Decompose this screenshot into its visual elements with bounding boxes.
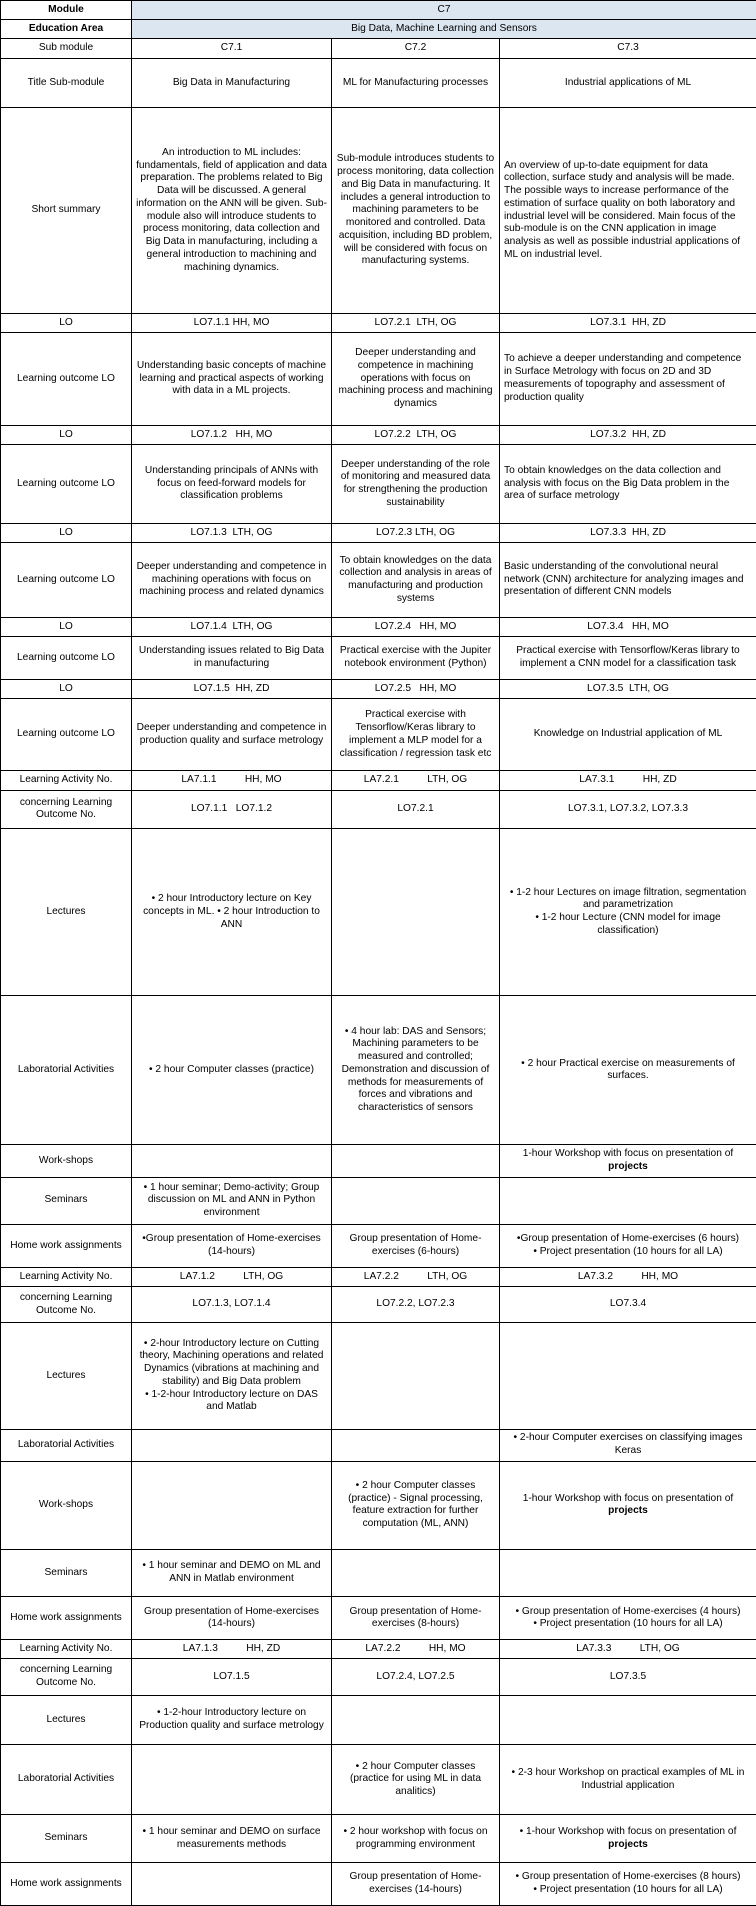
workshops-row	[1, 1145, 756, 1177]
homework-row	[1, 1225, 756, 1268]
seminars-row	[1, 1549, 756, 1596]
activity-code: LA7.1.2 LTH, OG	[132, 1268, 332, 1287]
seminars-cell	[332, 1177, 500, 1224]
seminars-cell: • 2 hour workshop with focus on programming environment	[332, 1815, 500, 1862]
activity-no-label: Learning Activity No.	[1, 1640, 132, 1659]
lab-cell	[132, 1429, 332, 1461]
homework-cell: Group presentation of Home-exercises (14-hours)	[332, 1862, 500, 1905]
lo-code: LO7.3.1 HH, ZD	[500, 313, 756, 332]
lo-text: To achieve a deeper understanding and competence in Surface Metrology with focus on 2D and 3D measurements of topography and assessment of production quality	[500, 333, 756, 426]
lo-code: LO7.3.2 HH, ZD	[500, 425, 756, 444]
seminars-cell	[500, 1177, 756, 1224]
workshops-bold: projects	[608, 1505, 648, 1517]
activity-code: LA7.2.2 HH, MO	[332, 1640, 500, 1659]
activity-code: LA7.3.1 HH, ZD	[500, 771, 756, 790]
lectures-row	[1, 829, 756, 996]
submodule-row	[1, 39, 756, 58]
submodule-title: Industrial applications of ML	[500, 58, 756, 108]
lo-text-row	[1, 543, 756, 618]
lo-code: LO7.3.4 HH, MO	[500, 617, 756, 636]
seminars-cell	[332, 1549, 500, 1596]
module-label: Module	[1, 1, 132, 20]
summary-text: An overview of up-to-date equipment for data collection, surface study and analysis will be made. The possible ways to increase performance of the estimation of surface quality on both laboratory and industrial level will be considered. Main focus of the sub-module is on the CNN application in image analysis as well as possible industrial applications of ML on industrial level.	[500, 108, 756, 314]
lo-code-row	[1, 313, 756, 332]
lab-cell: • 2 hour Practical exercise on measurements of surfaces.	[500, 996, 756, 1145]
workshops-text: 1-hour Workshop with focus on presentation of	[522, 1492, 734, 1504]
activity-code: LA7.3.3 LTH, OG	[500, 1640, 756, 1659]
activity-code: LA7.1.3 HH, ZD	[132, 1640, 332, 1659]
lo-text: Understanding basic concepts of machine learning and practical aspects of working with data in a ML projects.	[132, 333, 332, 426]
concerning-value: LO7.1.5	[132, 1659, 332, 1695]
lo-code: LO7.1.5 HH, ZD	[132, 679, 332, 698]
lo-label: LO	[1, 679, 132, 698]
submodule-code: C7.1	[132, 39, 332, 58]
concerning-value: LO7.1.1 LO7.1.2	[132, 790, 332, 828]
workshops-cell: • 2 hour Computer classes (practice) - Signal processing, feature extraction for further computation (ML, ANN)	[332, 1461, 500, 1549]
lab-row	[1, 1745, 756, 1815]
lo-text: To obtain knowledges on the data collection and analysis in areas of manufacturing and production systems	[332, 543, 500, 618]
concerning-label: concerning Learning Outcome No.	[1, 1659, 132, 1695]
lo-text: Knowledge on Industrial application of ML	[500, 699, 756, 771]
workshops-bold: projects	[608, 1161, 648, 1173]
lo-text: Understanding issues related to Big Data in manufacturing	[132, 637, 332, 680]
concerning-label: concerning Learning Outcome No.	[1, 790, 132, 828]
module-value: C7	[132, 1, 756, 20]
activity-code: LA7.1.1 HH, MO	[132, 771, 332, 790]
seminars-cell: • 1 hour seminar; Demo-activity; Group discussion on ML and ANN in Python environment	[132, 1177, 332, 1224]
seminars-cell	[500, 1815, 756, 1862]
seminars-cell: • 1 hour seminar and DEMO on ML and ANN in Matlab environment	[132, 1549, 332, 1596]
concerning-row	[1, 1659, 756, 1695]
activity-code: LA7.3.2 HH, MO	[500, 1268, 756, 1287]
lectures-cell	[332, 829, 500, 996]
workshops-cell	[500, 1145, 756, 1177]
concerning-value: LO7.3.4	[500, 1287, 756, 1323]
lo-code-row	[1, 679, 756, 698]
lo-code-row	[1, 524, 756, 543]
lo-code: LO7.1.3 LTH, OG	[132, 524, 332, 543]
concerning-row	[1, 1287, 756, 1323]
seminars-cell	[500, 1549, 756, 1596]
activity-code: LA7.2.2 LTH, OG	[332, 1268, 500, 1287]
lab-label: Laboratorial Activities	[1, 1745, 132, 1815]
concerning-label: concerning Learning Outcome No.	[1, 1287, 132, 1323]
seminars-label: Seminars	[1, 1815, 132, 1862]
homework-label: Home work assignments	[1, 1597, 132, 1640]
lo-label: LO	[1, 425, 132, 444]
outcome-label: Learning outcome LO	[1, 637, 132, 680]
lectures-cell: • 2-hour Introductory lecture on Cutting theory, Machining operations and related Dynamics (vibrations at machining and stability) and Big Data problem • 1-2-hour Introductory lecture on DAS and Matlab	[132, 1323, 332, 1429]
lab-label: Laboratorial Activities	[1, 996, 132, 1145]
lo-text: Practical exercise with Tensorflow/Keras library to implement a MLP model for a classification / regression task etc	[332, 699, 500, 771]
lo-text: Deeper understanding and competence in production quality and surface metrology	[132, 699, 332, 771]
summary-row	[1, 108, 756, 314]
lo-label: LO	[1, 617, 132, 636]
area-row	[1, 20, 756, 39]
activity-code: LA7.2.1 LTH, OG	[332, 771, 500, 790]
activity-no-label: Learning Activity No.	[1, 1268, 132, 1287]
homework-row	[1, 1862, 756, 1905]
lectures-label: Lectures	[1, 829, 132, 996]
lectures-cell	[500, 1695, 756, 1745]
workshops-label: Work-shops	[1, 1461, 132, 1549]
lo-text: Deeper understanding and competence in machining operations with focus on machining process and related dynamics	[132, 543, 332, 618]
lo-code: LO7.3.3 HH, ZD	[500, 524, 756, 543]
concerning-value: LO7.2.4, LO7.2.5	[332, 1659, 500, 1695]
lab-cell: • 2 hour Computer classes (practice for using ML in data analitics)	[332, 1745, 500, 1815]
title-label: Title Sub-module	[1, 58, 132, 108]
lo-text: Practical exercise with Tensorflow/Keras library to implement a CNN model for a classification task	[500, 637, 756, 680]
submodule-title: Big Data in Manufacturing	[132, 58, 332, 108]
lectures-cell: • 1-2 hour Lectures on image filtration, segmentation and parametrization • 1-2 hour Lecture (CNN model for image classification)	[500, 829, 756, 996]
homework-label: Home work assignments	[1, 1225, 132, 1268]
lo-code-row	[1, 425, 756, 444]
lab-row	[1, 1429, 756, 1461]
lo-code: LO7.2.4 HH, MO	[332, 617, 500, 636]
lo-label: LO	[1, 524, 132, 543]
lectures-row	[1, 1323, 756, 1429]
homework-row	[1, 1597, 756, 1640]
outcome-label: Learning outcome LO	[1, 543, 132, 618]
summary-text: An introduction to ML includes: fundamentals, field of application and data preparation. The problems related to Big Data will be discussed. A general information on the ANN will be given. Sub-module also will introduce students to process monitoring, data collection and Big Data in manufacturing, including a general introduction to machining and machining dynamics.	[132, 108, 332, 314]
workshops-cell	[132, 1145, 332, 1177]
activity-number-row	[1, 771, 756, 790]
workshops-row	[1, 1461, 756, 1549]
lectures-cell	[500, 1323, 756, 1429]
workshops-cell	[132, 1461, 332, 1549]
workshops-label: Work-shops	[1, 1145, 132, 1177]
lo-code: LO7.2.5 HH, MO	[332, 679, 500, 698]
lo-text: To obtain knowledges on the data collection and analysis with focus on the Big Data problem in the area of surface metrology	[500, 444, 756, 523]
lo-code: LO7.2.1 LTH, OG	[332, 313, 500, 332]
lo-code-row	[1, 617, 756, 636]
seminars-label: Seminars	[1, 1549, 132, 1596]
submodule-code: C7.2	[332, 39, 500, 58]
workshops-cell	[332, 1145, 500, 1177]
lo-text: Basic understanding of the convolutional neural network (CNN) architecture for analyzing images and presentation of different CNN models	[500, 543, 756, 618]
lab-cell: • 2-hour Computer exercises on classifying images Keras	[500, 1429, 756, 1461]
lo-text: Deeper understanding of the role of monitoring and measured data for strengthening the production sustainability	[332, 444, 500, 523]
seminars-label: Seminars	[1, 1177, 132, 1224]
lo-code: LO7.1.4 LTH, OG	[132, 617, 332, 636]
concerning-value: LO7.1.3, LO7.1.4	[132, 1287, 332, 1323]
lo-text-row	[1, 333, 756, 426]
seminars-bold: projects	[608, 1838, 648, 1850]
summary-text: Sub-module introduces students to process monitoring, data collection and Big Data in manufacturing. It includes a general introduction to machining parameters to be monitored and controlled. Data acquisition, including BD problem, will be considered with focus on manufacturing systems.	[332, 108, 500, 314]
activity-no-label: Learning Activity No.	[1, 771, 132, 790]
homework-cell: Group presentation of Home-exercises (6-hours)	[332, 1225, 500, 1268]
homework-cell: •Group presentation of Home-exercises (6 hours) • Project presentation (10 hours for all LA)	[500, 1225, 756, 1268]
concerning-value: LO7.2.1	[332, 790, 500, 828]
lo-code: LO7.1.1 HH, MO	[132, 313, 332, 332]
seminars-row	[1, 1177, 756, 1224]
lectures-cell	[332, 1323, 500, 1429]
lectures-label: Lectures	[1, 1323, 132, 1429]
lo-text-row	[1, 637, 756, 680]
lab-cell: • 4 hour lab: DAS and Sensors; Machining parameters to be measured and controlled; Demonstration and discussion of methods for measurements of forces and vibrations and characteristics of sensors	[332, 996, 500, 1145]
seminars-cell: • 1 hour seminar and DEMO on surface measurements methods	[132, 1815, 332, 1862]
lectures-cell	[332, 1695, 500, 1745]
homework-cell	[132, 1862, 332, 1905]
homework-label: Home work assignments	[1, 1862, 132, 1905]
lo-text: Practical exercise with the Jupiter notebook environment (Python)	[332, 637, 500, 680]
outcome-label: Learning outcome LO	[1, 444, 132, 523]
workshops-text: 1-hour Workshop with focus on presentation of	[522, 1148, 734, 1160]
outcome-label: Learning outcome LO	[1, 333, 132, 426]
title-row	[1, 58, 756, 108]
lab-cell	[332, 1429, 500, 1461]
lectures-label: Lectures	[1, 1695, 132, 1745]
lectures-cell: • 1-2-hour Introductory lecture on Production quality and surface metrology	[132, 1695, 332, 1745]
concerning-value: LO7.3.1, LO7.3.2, LO7.3.3	[500, 790, 756, 828]
lectures-row	[1, 1695, 756, 1745]
workshops-cell	[500, 1461, 756, 1549]
module-row	[1, 1, 756, 20]
lo-text: Understanding principals of ANNs with focus on feed-forward models for classification problems	[132, 444, 332, 523]
concerning-row	[1, 790, 756, 828]
homework-cell: •Group presentation of Home-exercises (14-hours)	[132, 1225, 332, 1268]
concerning-value: LO7.2.2, LO7.2.3	[332, 1287, 500, 1323]
lo-label: LO	[1, 313, 132, 332]
concerning-value: LO7.3.5	[500, 1659, 756, 1695]
lo-code: LO7.2.3 LTH, OG	[332, 524, 500, 543]
area-value: Big Data, Machine Learning and Sensors	[132, 20, 756, 39]
submodule-title: ML for Manufacturing processes	[332, 58, 500, 108]
lo-text-row	[1, 444, 756, 523]
activity-number-row	[1, 1268, 756, 1287]
activity-number-row	[1, 1640, 756, 1659]
lab-cell	[132, 1745, 332, 1815]
homework-cell: • Group presentation of Home-exercises (8 hours) • Project presentation (10 hours for all LA)	[500, 1862, 756, 1905]
homework-cell: Group presentation of Home-exercises (8-hours)	[332, 1597, 500, 1640]
lab-row	[1, 996, 756, 1145]
lo-code: LO7.2.2 LTH, OG	[332, 425, 500, 444]
homework-cell: • Group presentation of Home-exercises (4 hours) • Project presentation (10 hours for all LA)	[500, 1597, 756, 1640]
area-label: Education Area	[1, 20, 132, 39]
lo-code: LO7.3.5 LTH, OG	[500, 679, 756, 698]
homework-cell: Group presentation of Home-exercises (14-hours)	[132, 1597, 332, 1640]
lo-text-row	[1, 699, 756, 771]
submodule-code: C7.3	[500, 39, 756, 58]
lab-cell: • 2-3 hour Workshop on practical examples of ML in Industrial application	[500, 1745, 756, 1815]
lo-code: LO7.1.2 HH, MO	[132, 425, 332, 444]
outcome-label: Learning outcome LO	[1, 699, 132, 771]
lab-label: Laboratorial Activities	[1, 1429, 132, 1461]
seminars-row	[1, 1815, 756, 1862]
summary-label: Short summary	[1, 108, 132, 314]
lo-text: Deeper understanding and competence in machining operations with focus on machining process and machining dynamics	[332, 333, 500, 426]
lab-cell: • 2 hour Computer classes (practice)	[132, 996, 332, 1145]
submodule-label: Sub module	[1, 39, 132, 58]
lectures-cell: • 2 hour Introductory lecture on Key concepts in ML. • 2 hour Introduction to ANN	[132, 829, 332, 996]
seminars-text: • 1-hour Workshop with focus on presentation of	[519, 1825, 737, 1837]
